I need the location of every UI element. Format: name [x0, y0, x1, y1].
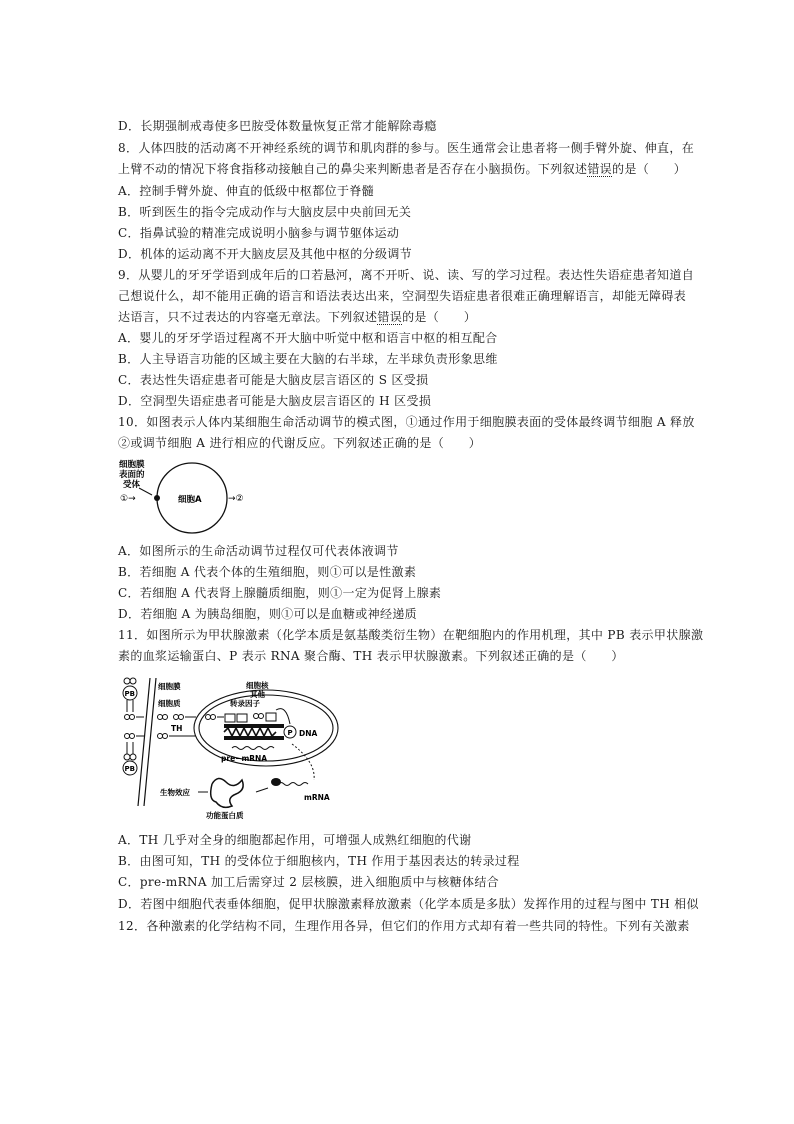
q11-dna-strand-bottom [224, 736, 284, 740]
q12-stem-line1: 12．各种激素的化学结构不同，生理作用各异，但它们的作用方式却有着一些共同的特性。下列有关激素 [118, 919, 690, 933]
q11-dna-helix [224, 728, 276, 736]
q10-output-label: →② [228, 494, 244, 504]
q11-premrna-wave [232, 747, 274, 750]
q11-th-molecule [130, 734, 135, 739]
q11-th-molecule [158, 715, 163, 720]
q9-stem-line2: 己想说什么，却不能用正确的语言和语法表达出来，空洞型失语症患者很难正确理解语言，却能无障碍表 [118, 289, 687, 303]
q11-p-label: P [287, 729, 293, 737]
q11-pb-bottom-label: PB [124, 765, 135, 773]
q10-option-b: B．若细胞 A 代表个体的生殖细胞，则①可以是性激素 [118, 565, 417, 579]
q11-th-molecule [124, 754, 130, 760]
q11-stem-line1: 11．如图所示为甲状腺激素（化学本质是氨基酸类衍生物）在靶细胞内的作用机理，其中 PB 表示甲状腺激 [118, 628, 704, 642]
q11-cytoplasm-label: 细胞质 [158, 699, 181, 708]
q11-th-molecule [174, 715, 179, 720]
q11-factor-label: 转录因子 [230, 699, 260, 708]
q11-option-d: D．若图中细胞代表垂体细胞，促甲状腺激素释放激素（化学本质是多肽）发挥作用的过程与图中 TH 相似 [118, 897, 699, 911]
q9-option-d: D．空洞型失语症患者可能是大脑皮层言语区的 H 区受损 [118, 394, 432, 408]
q8-stem-line1: 8．人体四肢的活动离不开神经系统的调节和肌肉群的参与。医生通常会让患者将一侧手臂外旋、伸直，在 [118, 141, 695, 155]
q8-option-c: C．指鼻试验的精准完成说明小脑参与调节躯体运动 [118, 226, 400, 240]
q11-option-c: C．pre-mRNA 加工后需穿过 2 层核膜，进入细胞质中与核糖体结合 [118, 875, 500, 889]
q9-stem-text: 达语言，只不过表达的内容毫无章法。下列叙述 [118, 310, 378, 324]
q11-dna-label: DNA [299, 729, 318, 738]
q10-option-d: D．若细胞 A 为胰岛细胞，则①可以是血糖或神经递质 [118, 607, 418, 621]
q11-th-molecule [163, 715, 168, 720]
q11-th-molecule [163, 734, 168, 739]
q8-stem-line2 [118, 161, 686, 177]
q11-cell-membrane-inner [144, 678, 156, 806]
q11-th-molecule [124, 678, 130, 684]
q11-protein-shape [211, 778, 243, 807]
q10-input-label: ①→ [120, 494, 136, 504]
q9-option-c: C．表达性失语症患者可能是大脑皮层言语区的 S 区受损 [118, 373, 429, 387]
q9-emphasis: 错误 [377, 310, 403, 324]
q8-option-a: A．控制手臂外旋、伸直的低级中枢都位于脊髓 [118, 184, 375, 198]
q8-option-d: D．机体的运动离不开大脑皮层及其他中枢的分级调节 [118, 247, 413, 261]
q8-emphasis: 错误 [587, 162, 613, 176]
q11-th-molecule [259, 714, 264, 719]
q11-th-molecule [130, 754, 136, 760]
q11-th-molecule [130, 678, 136, 684]
q11-th-molecule [125, 734, 130, 739]
q11-other-label: 其他 [250, 690, 265, 699]
q8-stem-end: 的是（ ） [612, 162, 687, 176]
q11-th-molecule [179, 715, 184, 720]
q11-dna-strand-top [224, 724, 284, 728]
q11-mrna-label: mRNA [304, 793, 330, 802]
q11-export-arrow [292, 744, 314, 780]
q11-cell-membrane-outer [138, 678, 150, 806]
q10-label-membrane-1: 细胞膜 [119, 460, 145, 470]
q11-stem-line2: 素的血浆运输蛋白、P 表示 RNA 聚合酶、TH 表示甲状腺激素。下列叙述正确的是（ ） [118, 649, 624, 663]
q10-label-membrane-3: 受体 [123, 480, 141, 490]
q7-option-d: D．长期强制戒毒使多巴胺受体数量恢复正常才能解除毒瘾 [118, 119, 437, 133]
q11-option-a: A．TH 几乎对全身的细胞都起作用，可增强人成熟红细胞的代谢 [118, 833, 472, 847]
q11-pb-top-label: PB [124, 690, 135, 698]
q11-th-molecule [211, 715, 216, 720]
q11-mrna-wave [278, 783, 308, 786]
q11-th-molecule [206, 715, 211, 720]
q9-option-b: B．人主导语言功能的区域主要在大脑的右半球，左半球负责形象思维 [118, 352, 498, 366]
q8-stem-text: 上臂不动的情况下将食指移动接触自己的鼻尖来判断患者是否存在小脑损伤。下列叙述 [118, 162, 588, 176]
q11-th-molecule [125, 715, 130, 720]
q11-receptor-box [225, 714, 235, 722]
q10-stem-line1: 10．如图表示人体内某细胞生命活动调节的模式图，①通过作用于细胞膜表面的受体最终调节细胞 A 释放 [118, 415, 695, 429]
q11-membrane-label: 细胞膜 [158, 682, 181, 691]
q11-protein-label: 功能蛋白质 [206, 811, 244, 820]
q11-ribosome [271, 778, 281, 786]
q10-receptor-pointer [139, 488, 152, 495]
q10-cell-diagram [116, 456, 276, 536]
q11-effect-label: 生物效应 [160, 788, 190, 797]
q9-stem-line3 [118, 309, 476, 325]
q10-receptor-dot [154, 495, 160, 501]
q10-label-membrane-2: 表面的 [119, 470, 145, 480]
q10-stem-line2: ②或调节细胞 A 进行相应的代谢反应。下列叙述正确的是（ ） [118, 436, 482, 450]
q9-option-a: A．婴儿的牙牙学语过程离不开大脑中听觉中枢和语言中枢的相互配合 [118, 331, 498, 345]
q11-factor-arrow [276, 709, 290, 724]
q10-option-a: A．如图所示的生命活动调节过程仅可代表体液调节 [118, 544, 399, 558]
q11-mechanism-diagram [116, 672, 356, 822]
q11-nucleus-label: 细胞核 [246, 681, 269, 690]
q11-th-molecule [130, 715, 135, 720]
q11-receptor-box [237, 714, 247, 722]
q8-option-b: B．听到医生的指令完成动作与大脑皮层中央前回无关 [118, 205, 412, 219]
q11-th-molecule [254, 714, 259, 719]
q11-option-b: B．由图可知，TH 的受体位于细胞核内，TH 作用于基因表达的转录过程 [118, 854, 520, 868]
q11-th-label: TH [171, 724, 183, 733]
q9-stem-line1: 9．从婴儿的牙牙学语到成年后的口若悬河，离不开听、说、读、写的学习过程。表达性失语症患者知道自 [118, 268, 695, 282]
q10-cell-label: 细胞A [178, 495, 202, 505]
q11-receptor-box [266, 713, 276, 721]
q11-arrow [256, 788, 268, 792]
q10-option-c: C．若细胞 A 代表肾上腺髓质细胞，则①一定为促肾上腺素 [118, 586, 442, 600]
q11-premrna-label: pre−mRNA [221, 754, 268, 763]
q9-stem-end: 的是（ ） [402, 310, 477, 324]
q11-th-molecule [158, 734, 163, 739]
